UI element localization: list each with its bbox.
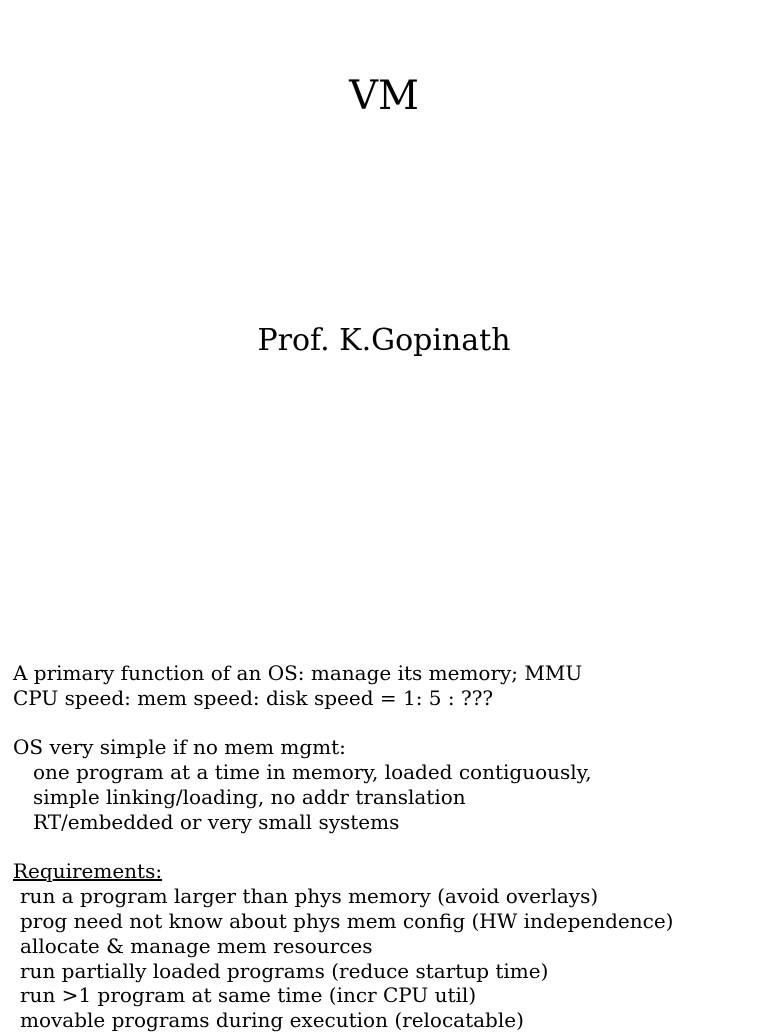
simple-os-item-3: RT/embedded or very small systems xyxy=(33,809,400,834)
spacer xyxy=(13,711,763,736)
slide-title: VM xyxy=(349,73,419,119)
requirement-item-2: prog need not know about phys mem config (HW independence) xyxy=(20,908,674,933)
requirement-item-3: allocate & manage mem resources xyxy=(20,933,373,958)
requirements-heading xyxy=(13,859,763,884)
requirement-item-6: movable programs during execution (relocatable) xyxy=(20,1008,524,1033)
author-name: Prof. K.Gopinath xyxy=(257,323,511,358)
intro-line-2: CPU speed: mem speed: disk speed = 1: 5 : ??? xyxy=(13,685,494,710)
intro-line-1: A primary function of an OS: manage its memory; MMU xyxy=(13,661,583,685)
spacer xyxy=(13,835,763,860)
requirement-item-5: run >1 program at same time (incr CPU util) xyxy=(20,983,477,1008)
simple-os-heading: OS very simple if no mem mgmt: xyxy=(13,735,346,760)
slide-body xyxy=(13,661,763,1033)
requirement-item-1: run a program larger than phys memory (avoid overlays) xyxy=(20,884,599,909)
requirements-heading-text: Requirements: xyxy=(13,859,163,884)
requirement-item-4: run partially loaded programs (reduce startup time) xyxy=(20,958,549,983)
simple-os-item-2: simple linking/loading, no addr translation xyxy=(33,784,466,809)
simple-os-item-1: one program at a time in memory, loaded contiguously, xyxy=(33,760,592,785)
